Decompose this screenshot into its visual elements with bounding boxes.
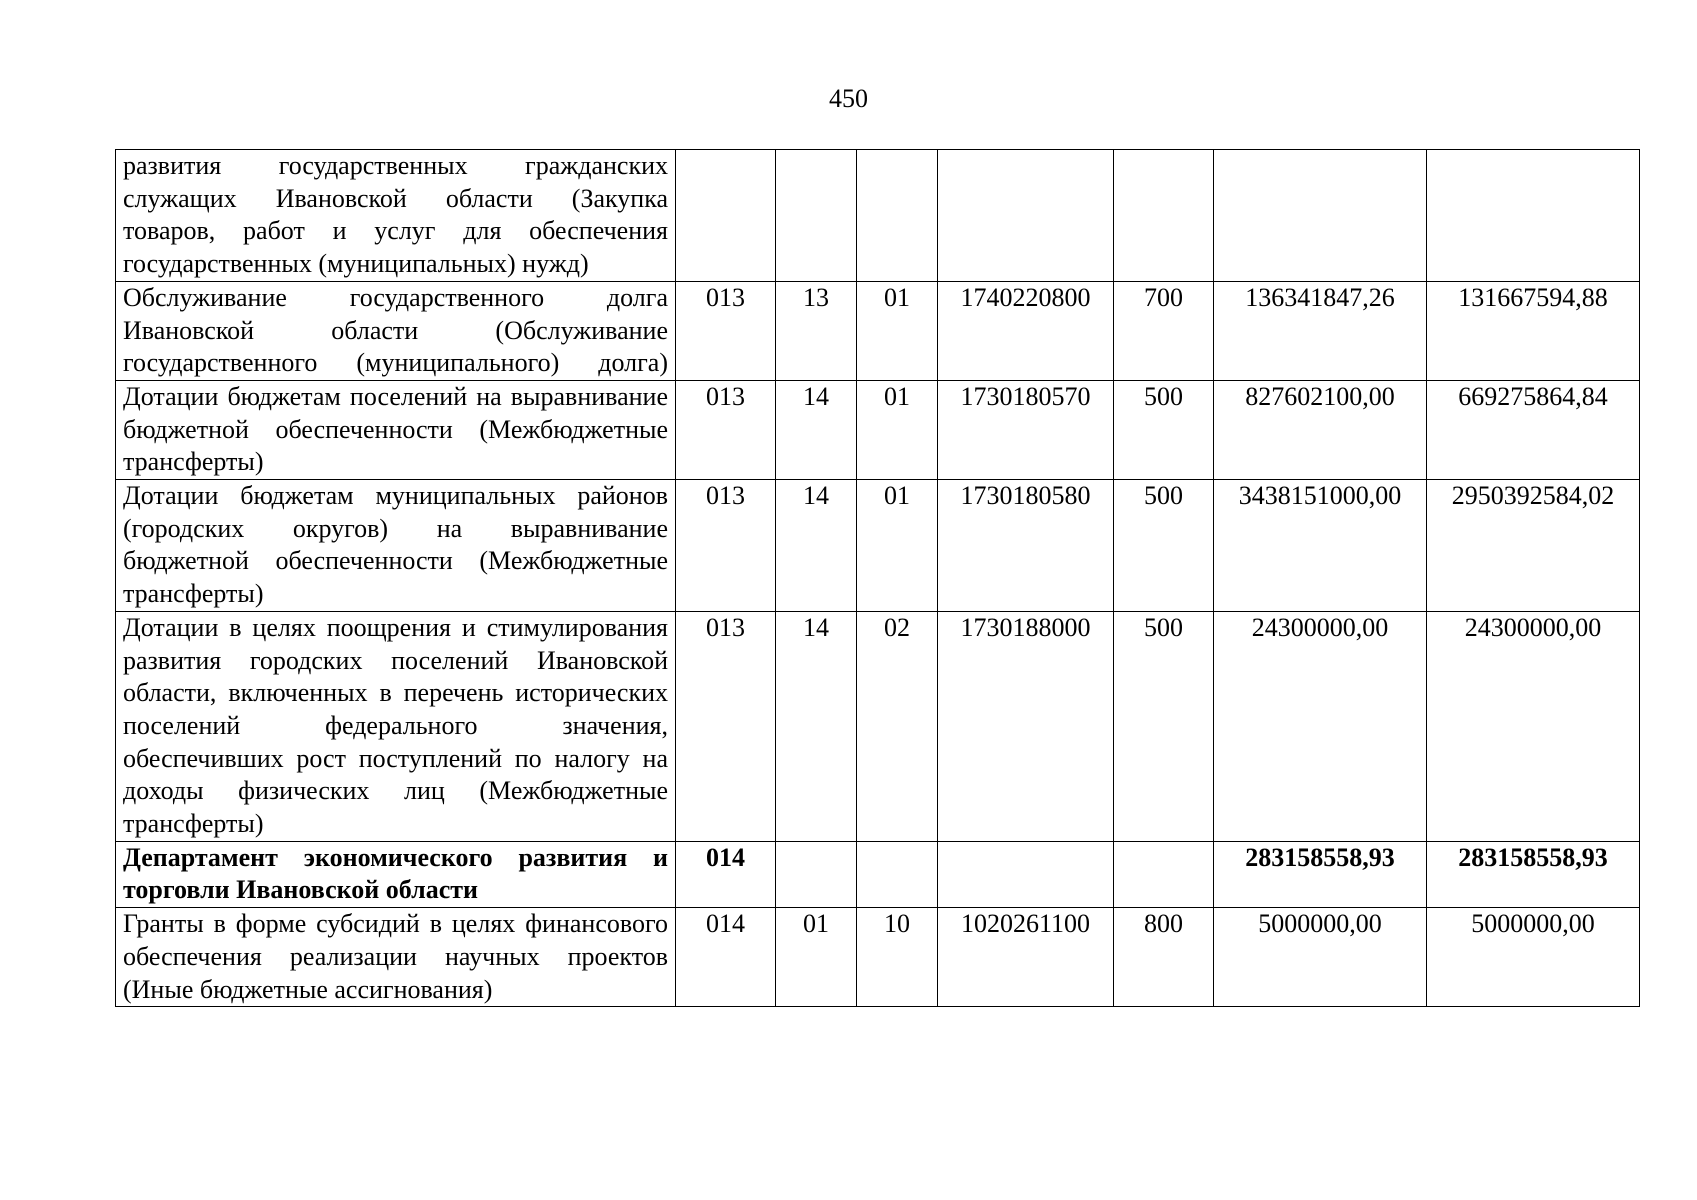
- cell-grbs: 013: [676, 380, 776, 479]
- table-row: [116, 480, 1640, 612]
- cell-amount-planned: 136341847,26: [1214, 281, 1427, 380]
- cell-amount-planned: 5000000,00: [1214, 908, 1427, 1007]
- cell-target-article: 1730188000: [938, 611, 1114, 841]
- cell-target-article: 1730180570: [938, 380, 1114, 479]
- cell-subsection: [857, 150, 938, 282]
- cell-grbs: 014: [676, 841, 776, 907]
- row-description: Дотации бюджетам муниципальных районов (городских округов) на выравнивание бюджетной обеспеченности (Межбюджетные трансферты): [116, 480, 676, 612]
- budget-table: [115, 149, 1640, 1007]
- row-description: Дотации в целях поощрения и стимулирования развития городских поселений Ивановской области, включенных в перечень исторических поселений федерального значения, обеспечивших рост поступлений по налогу на доходы физических лиц (Межбюджетные трансферты): [116, 611, 676, 841]
- cell-section: 14: [776, 380, 857, 479]
- table-row: [116, 281, 1640, 380]
- row-description: Гранты в форме субсидий в целях финансового обеспечения реализации научных проектов (Иные бюджетные ассигнования): [116, 908, 676, 1007]
- page-number: 450: [829, 84, 868, 113]
- cell-subsection: [857, 841, 938, 907]
- cell-subsection: 01: [857, 480, 938, 612]
- cell-amount-planned: [1214, 150, 1427, 282]
- cell-amount-executed: 283158558,93: [1427, 841, 1640, 907]
- cell-expense-type: 700: [1114, 281, 1214, 380]
- cell-amount-executed: 5000000,00: [1427, 908, 1640, 1007]
- cell-target-article: [938, 150, 1114, 282]
- cell-grbs: 013: [676, 480, 776, 612]
- cell-subsection: 01: [857, 380, 938, 479]
- cell-subsection: 01: [857, 281, 938, 380]
- cell-expense-type: 800: [1114, 908, 1214, 1007]
- table-row: [116, 380, 1640, 479]
- cell-amount-executed: 2950392584,02: [1427, 480, 1640, 612]
- cell-expense-type: 500: [1114, 480, 1214, 612]
- cell-expense-type: [1114, 150, 1214, 282]
- cell-section: [776, 841, 857, 907]
- cell-section: 14: [776, 611, 857, 841]
- cell-expense-type: 500: [1114, 380, 1214, 479]
- cell-amount-executed: [1427, 150, 1640, 282]
- cell-target-article: 1730180580: [938, 480, 1114, 612]
- cell-section: 14: [776, 480, 857, 612]
- table-row: [116, 150, 1640, 282]
- cell-amount-planned: 283158558,93: [1214, 841, 1427, 907]
- cell-grbs: [676, 150, 776, 282]
- cell-amount-executed: 669275864,84: [1427, 380, 1640, 479]
- table-row-department: [116, 841, 1640, 907]
- cell-amount-executed: 131667594,88: [1427, 281, 1640, 380]
- row-description: Дотации бюджетам поселений на выравнивание бюджетной обеспеченности (Межбюджетные трансферты): [116, 380, 676, 479]
- cell-amount-planned: 24300000,00: [1214, 611, 1427, 841]
- table-row: [116, 908, 1640, 1007]
- cell-grbs: 013: [676, 611, 776, 841]
- cell-grbs: 014: [676, 908, 776, 1007]
- cell-target-article: [938, 841, 1114, 907]
- cell-subsection: 02: [857, 611, 938, 841]
- row-description: развития государственных гражданских служащих Ивановской области (Закупка товаров, работ и услуг для обеспечения государственных (муниципальных) нужд): [116, 150, 676, 282]
- cell-grbs: 013: [676, 281, 776, 380]
- cell-subsection: 10: [857, 908, 938, 1007]
- cell-expense-type: 500: [1114, 611, 1214, 841]
- row-description: Обслуживание государственного долга Ивановской области (Обслуживание государственного (муниципального) долга): [116, 281, 676, 380]
- cell-section: 01: [776, 908, 857, 1007]
- cell-amount-planned: 827602100,00: [1214, 380, 1427, 479]
- table-row: [116, 611, 1640, 841]
- cell-expense-type: [1114, 841, 1214, 907]
- row-description: Департамент экономического развития и торговли Ивановской области: [116, 841, 676, 907]
- cell-section: [776, 150, 857, 282]
- cell-amount-planned: 3438151000,00: [1214, 480, 1427, 612]
- cell-target-article: 1740220800: [938, 281, 1114, 380]
- cell-target-article: 1020261100: [938, 908, 1114, 1007]
- cell-amount-executed: 24300000,00: [1427, 611, 1640, 841]
- cell-section: 13: [776, 281, 857, 380]
